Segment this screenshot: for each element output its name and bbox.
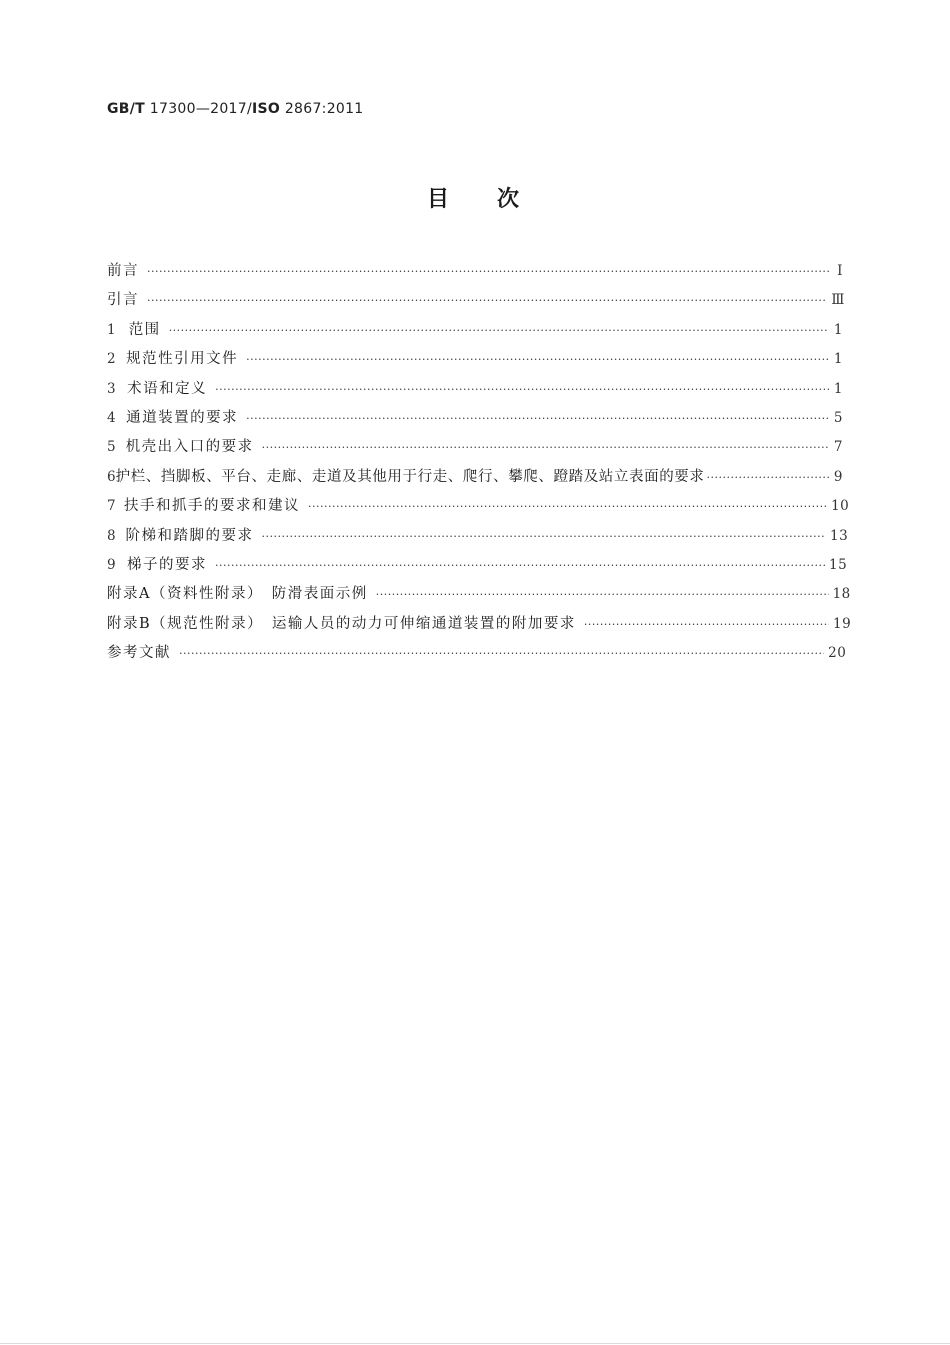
toc-entry-number: 3 [107,380,116,397]
table-of-contents [107,258,852,669]
toc-entry-page: 20 [828,645,847,662]
toc-entry-number: 2 [107,351,116,368]
toc-entry-page: 15 [828,556,848,573]
toc-entry-page: 1 [833,351,843,368]
toc-entry-number: 8 [107,527,116,544]
iso-number: 2867:2011 [284,101,364,117]
toc-leader-dots [169,318,829,344]
toc-entry-label: 附录A（资料性附录） 防滑表面示例 [107,586,368,603]
toc-entry-7[interactable] [107,493,850,522]
toc-entry-number: 6 [107,468,116,485]
toc-entry-page: 9 [833,468,843,485]
toc-entry-bibliography[interactable] [107,640,847,669]
toc-entry-annex-a[interactable] [107,581,851,610]
toc-leader-dots [262,435,829,461]
toc-entry-4[interactable] [107,405,843,434]
toc-leader-dots [262,524,826,550]
toc-entry-page: 1 [833,380,843,397]
toc-entry-number: 5 [107,439,116,456]
toc-entry-page: Ⅲ [831,292,845,309]
toc-entry-5[interactable] [107,434,843,463]
toc-entry-page: 13 [830,527,849,544]
toc-entry-label: 参考文献 [107,645,171,662]
standard-header [107,101,364,117]
toc-leader-dots [246,347,829,373]
toc-entry-label: 引言 [107,292,139,309]
toc-entry-label: 前言 [107,263,139,279]
toc-leader-dots [215,377,829,403]
toc-entry-page: 1 [833,321,843,338]
toc-entry-page: 10 [831,498,850,515]
toc-leader-dots [147,259,829,285]
toc-entry-3[interactable] [107,376,843,405]
toc-entry-page: 7 [833,439,843,456]
toc-leader-dots [147,288,827,314]
toc-entry-label: 规范性引用文件 [126,351,239,368]
toc-title: 目次 [426,187,567,212]
toc-entry-6[interactable] [107,464,843,493]
toc-entry-label: 附录B（规范性附录） 运输人员的动力可伸缩通道装置的附加要求 [107,615,576,632]
toc-entry-label: 护栏、挡脚板、平台、走廊、走道及其他用于行走、爬行、攀爬、蹬踏及站立表面的要求 [115,468,705,485]
toc-leader-dots [584,612,829,638]
toc-entry-8[interactable] [107,523,849,552]
toc-entry-label: 术语和定义 [127,380,208,397]
toc-entry-number: 4 [107,409,116,426]
toc-entry-label: 梯子的要求 [127,556,208,573]
toc-entry-page: 5 [833,409,843,426]
toc-entry-9[interactable] [107,552,848,581]
toc-leader-dots [308,494,827,520]
toc-entry-label: 范围 [128,321,161,338]
toc-entry-label: 通道装置的要求 [126,409,239,426]
toc-entry-page: Ⅰ [837,263,843,279]
toc-entry-2[interactable] [107,346,843,375]
toc-entry-1[interactable] [107,317,843,346]
toc-entry-foreword[interactable] [107,258,843,287]
toc-leader-dots [707,465,830,491]
toc-entry-introduction[interactable] [107,287,843,316]
toc-entry-label: 扶手和抓手的要求和建议 [124,498,301,515]
toc-entry-label: 阶梯和踏脚的要求 [125,527,254,544]
toc-entry-annex-b[interactable] [107,611,852,640]
page-bottom-edge [0,1343,950,1344]
toc-entry-number: 1 [107,321,116,338]
toc-entry-page: 18 [832,586,851,603]
toc-leader-dots [246,406,829,432]
toc-leader-dots [179,641,824,667]
toc-leader-dots [376,582,829,608]
iso-prefix: ISO [251,101,281,117]
toc-leader-dots [215,553,825,579]
toc-entry-label: 机壳出入口的要求 [125,439,254,456]
standard-prefix: GB/T [107,101,146,117]
toc-entry-page: 19 [833,615,852,632]
standard-number: 17300—2017/ [149,101,252,117]
toc-entry-number: 7 [107,498,116,515]
toc-entry-number: 9 [107,556,116,573]
